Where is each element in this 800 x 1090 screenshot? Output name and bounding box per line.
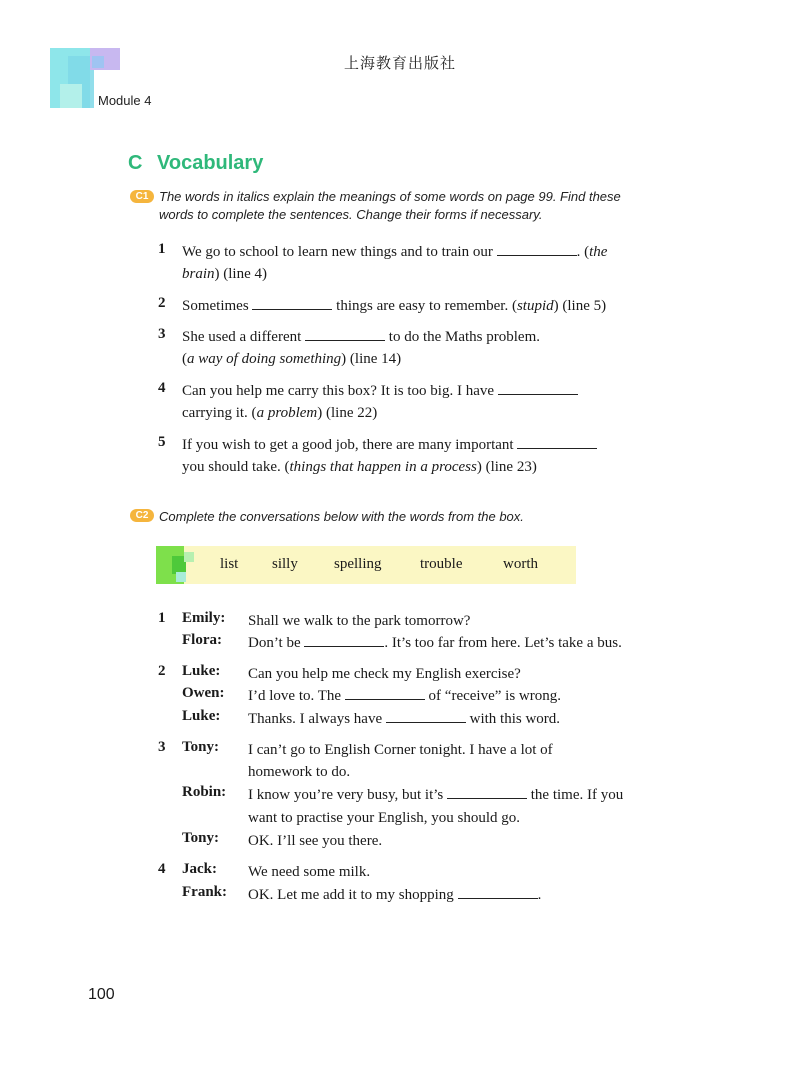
dialogue-line (248, 708, 560, 730)
item-text: She used a different (182, 329, 302, 345)
answer-blank (252, 297, 332, 310)
c1-item-4-line2 (182, 402, 377, 424)
section-title: Vocabulary (157, 152, 264, 174)
c1-item-5-line1 (182, 434, 597, 456)
item-text: Can you help me carry this box? It is too big. I have (182, 383, 495, 399)
conversation-number: 2 (158, 663, 166, 679)
dialogue-text: . It’s too far from here. Let’s take a bus. (384, 635, 622, 651)
c1-item-3-line2 (182, 348, 401, 370)
word-box-word: list (220, 556, 239, 572)
word-box-word: worth (503, 556, 538, 572)
answer-blank (497, 243, 577, 256)
publisher-name: 上海教育出版社 (343, 54, 456, 72)
item-text: ) (line 23) (476, 459, 537, 475)
c2-tag: C2 (130, 509, 154, 522)
speaker-name: Tony: (182, 830, 219, 846)
item-text: If you wish to get a good job, there are many important (182, 437, 514, 453)
speaker-name: Flora: (182, 632, 222, 648)
c1-item-1-line2 (182, 263, 267, 285)
dialogue-line: I can’t go to English Corner tonight. I have a lot of (248, 742, 553, 758)
dialogue-line: want to practise your English, you should go. (248, 810, 521, 826)
header-decoration (60, 84, 82, 108)
word-box-word: spelling (334, 556, 382, 572)
speaker-name: Jack: (182, 861, 217, 877)
answer-blank (304, 634, 384, 647)
item-italic: brain (182, 266, 215, 282)
c1-item-number: 3 (158, 326, 166, 342)
c1-instruction-line1: The words in italics explain the meanings of some words on page 99. Find these (159, 189, 621, 204)
dialogue-text: I know you’re very busy, but it’s (248, 787, 444, 803)
word-box-word: trouble (420, 556, 463, 572)
dialogue-line (248, 632, 622, 654)
word-box-word: silly (272, 556, 298, 572)
page-number: 100 (88, 986, 115, 1003)
item-text: things are easy to remember. ( (336, 298, 517, 314)
dialogue-text: Don’t be (248, 635, 301, 651)
item-italic: stupid (516, 298, 554, 314)
c1-item-number: 2 (158, 295, 166, 311)
item-text: ) (line 14) (341, 351, 402, 367)
c1-instruction-line2: words to complete the sentences. Change their forms if necessary. (159, 207, 543, 222)
word-box-decoration (184, 552, 194, 562)
c1-item-number: 5 (158, 434, 166, 450)
item-text: . ( (576, 244, 590, 260)
dialogue-text: Thanks. I always have (248, 711, 383, 727)
speaker-name: Robin: (182, 784, 227, 800)
dialogue-text: with this word. (469, 711, 561, 727)
item-text: carrying it. ( (182, 405, 257, 421)
c1-item-number: 1 (158, 241, 166, 257)
answer-blank (305, 328, 385, 341)
dialogue-line: Can you help me check my English exercise? (248, 666, 521, 682)
item-text: ) (line 22) (317, 405, 378, 421)
item-text: to do the Maths problem. (388, 329, 541, 345)
c1-item-5-line2 (182, 456, 537, 478)
conversation-number: 3 (158, 739, 166, 755)
speaker-name: Luke: (182, 663, 221, 679)
section-letter: C (128, 152, 143, 174)
dialogue-line (248, 784, 623, 806)
item-text: Sometimes (182, 298, 249, 314)
item-text: you should take. ( (182, 459, 290, 475)
speaker-name: Tony: (182, 739, 219, 755)
c2-instruction: Complete the conversations below with the words from the box. (159, 509, 524, 524)
answer-blank (458, 886, 538, 899)
speaker-name: Emily: (182, 610, 226, 626)
item-italic: the (589, 244, 608, 260)
dialogue-line: homework to do. (248, 764, 351, 780)
item-italic: a problem (256, 405, 318, 421)
answer-blank (447, 786, 527, 799)
dialogue-text: of “receive” is wrong. (428, 688, 561, 704)
c1-tag: C1 (130, 190, 154, 203)
dialogue-line: Shall we walk to the park tomorrow? (248, 613, 471, 629)
c1-item-number: 4 (158, 380, 166, 396)
c1-item-2-line1 (182, 295, 606, 317)
item-text: ) (line 4) (214, 266, 267, 282)
conversation-number: 4 (158, 861, 166, 877)
dialogue-line: OK. I’ll see you there. (248, 833, 383, 849)
module-label: Module 4 (98, 93, 152, 108)
conversation-number: 1 (158, 610, 166, 626)
dialogue-line: We need some milk. (248, 864, 371, 880)
dialogue-text: the time. If you (530, 787, 624, 803)
item-text: ( (182, 351, 187, 367)
speaker-name: Frank: (182, 884, 227, 900)
speaker-name: Luke: (182, 708, 221, 724)
item-italic: things that happen in a process (289, 459, 477, 475)
answer-blank (498, 382, 578, 395)
item-text: We go to school to learn new things and to train our (182, 244, 493, 260)
dialogue-text: OK. Let me add it to my shopping (248, 887, 454, 903)
c1-item-4-line1 (182, 380, 578, 402)
c1-item-1-line1 (182, 241, 607, 263)
answer-blank (345, 687, 425, 700)
word-box-decoration (176, 572, 186, 582)
dialogue-text: I’d love to. The (248, 688, 342, 704)
dialogue-line (248, 685, 561, 707)
answer-blank (517, 436, 597, 449)
c1-item-3-line1 (182, 326, 540, 348)
answer-blank (386, 710, 466, 723)
item-text: ) (line 5) (553, 298, 607, 314)
item-italic: a way of doing something (187, 351, 342, 367)
speaker-name: Owen: (182, 685, 225, 701)
dialogue-text: . (537, 887, 542, 903)
dialogue-line (248, 884, 541, 906)
